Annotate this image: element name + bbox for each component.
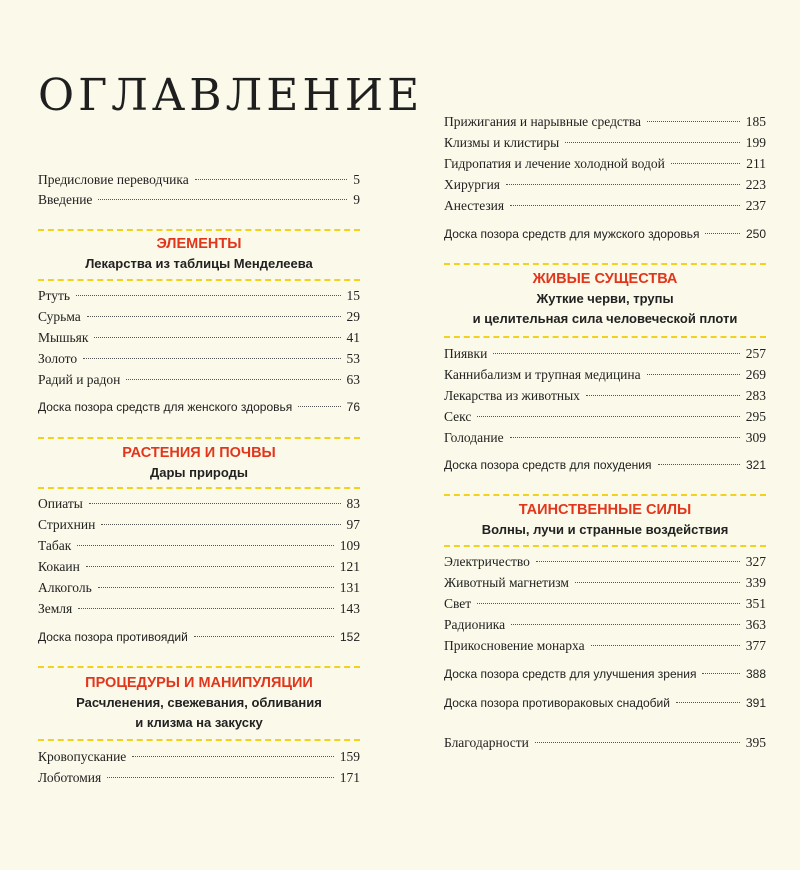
- entry-page: 53: [346, 351, 360, 366]
- leader-dots: [658, 464, 740, 465]
- toc-entry[interactable]: [444, 346, 766, 366]
- entry-label: Прижигания и нарывные средства: [444, 114, 642, 129]
- toc-entry[interactable]: [38, 601, 360, 621]
- section-subtitle: Дары природы: [150, 465, 248, 480]
- section-subtitle: Расчленения, свежевания, обливания: [76, 695, 322, 710]
- section-divider: [444, 336, 766, 338]
- page-title: ОГЛАВЛЕНИЕ: [38, 70, 424, 121]
- leader-dots: [101, 524, 340, 525]
- leader-dots: [76, 295, 340, 296]
- section-subtitle: Жуткие черви, трупы: [536, 291, 674, 306]
- leader-dots: [591, 645, 740, 646]
- leader-dots: [535, 742, 740, 743]
- entry-label: Золото: [38, 351, 78, 366]
- entry-label: Доска позора средств для мужского здоровья: [444, 227, 700, 241]
- entry-page: 15: [346, 288, 360, 303]
- leader-dots: [132, 756, 333, 757]
- section-divider: [444, 494, 766, 496]
- toc-entry[interactable]: [444, 430, 766, 450]
- leader-dots: [477, 603, 740, 604]
- entry-page: 121: [339, 559, 360, 574]
- toc-entry-shame[interactable]: [444, 696, 766, 716]
- entry-page: 327: [745, 554, 766, 569]
- toc-entry[interactable]: [444, 617, 766, 637]
- section-divider: [38, 487, 360, 489]
- entry-page: 339: [745, 575, 766, 590]
- entry-page: 309: [745, 430, 766, 445]
- leader-dots: [565, 142, 740, 143]
- toc-entry[interactable]: [444, 575, 766, 595]
- leader-dots: [510, 205, 740, 206]
- entry-page: 395: [745, 735, 766, 750]
- entry-label: Доска позора противоядий: [38, 630, 188, 644]
- entry-label: Табак: [38, 538, 72, 553]
- leader-dots: [586, 395, 740, 396]
- entry-label: Каннибализм и трупная медицина: [444, 367, 641, 382]
- entry-page: 199: [745, 135, 766, 150]
- entry-page: 29: [346, 309, 360, 324]
- section-header-forces: [444, 500, 766, 540]
- section-divider: [444, 263, 766, 265]
- toc-entry[interactable]: [444, 596, 766, 616]
- section-subtitle: Волны, лучи и странные воздействия: [481, 522, 729, 537]
- section-header-elements: [38, 234, 360, 274]
- leader-dots: [510, 437, 740, 438]
- entry-label: Прикосновение монарха: [444, 638, 585, 653]
- entry-page: 269: [745, 367, 766, 382]
- toc-entry[interactable]: [444, 388, 766, 408]
- toc-entry[interactable]: [444, 135, 766, 155]
- entry-page: 76: [346, 400, 360, 414]
- toc-entry[interactable]: [38, 309, 360, 329]
- entry-page: 223: [745, 177, 766, 192]
- entry-page: 321: [745, 458, 766, 472]
- entry-page: 257: [745, 346, 766, 361]
- toc-entry[interactable]: [444, 114, 766, 134]
- entry-label: Лоботомия: [38, 770, 102, 785]
- section-subtitle: и целительная сила человеческой плоти: [472, 311, 738, 326]
- leader-dots: [511, 624, 740, 625]
- leader-dots: [493, 353, 739, 354]
- entry-label: Секс: [444, 409, 472, 424]
- entry-label: Предисловие переводчика: [38, 172, 189, 187]
- toc-entry[interactable]: [444, 367, 766, 387]
- leader-dots: [647, 121, 740, 122]
- toc-entry[interactable]: [444, 554, 766, 574]
- entry-label: Радий и радон: [38, 372, 121, 387]
- leader-dots: [83, 358, 340, 359]
- toc-entry[interactable]: [38, 517, 360, 537]
- entry-page: 388: [745, 667, 766, 681]
- entry-page: 283: [745, 388, 766, 403]
- toc-entry[interactable]: [38, 559, 360, 579]
- entry-page: 143: [339, 601, 360, 616]
- section-heading: ЖИВЫЕ СУЩЕСТВА: [532, 271, 678, 287]
- leader-dots: [77, 545, 333, 546]
- entry-page: 391: [745, 696, 766, 710]
- entry-label: Доска позора противораковых снадобий: [444, 696, 670, 710]
- section-divider: [38, 279, 360, 281]
- section-header-plants: [38, 443, 360, 483]
- entry-label: Земля: [38, 601, 73, 616]
- leader-dots: [506, 184, 740, 185]
- toc-entry[interactable]: [444, 177, 766, 197]
- leader-dots: [98, 587, 334, 588]
- section-header-procedures: [38, 673, 360, 733]
- entry-label: Кровопускание: [38, 749, 127, 764]
- entry-label: Доска позора средств для похудения: [444, 458, 652, 472]
- entry-page: 185: [745, 114, 766, 129]
- entry-label: Мышьяк: [38, 330, 89, 345]
- toc-entry-shame[interactable]: [38, 630, 360, 650]
- entry-label: Стрихнин: [38, 517, 96, 532]
- toc-entry[interactable]: [38, 372, 360, 392]
- entry-label: Доска позора средств для женского здоровья: [38, 400, 293, 414]
- toc-entry[interactable]: [444, 156, 766, 176]
- entry-label: Анестезия: [444, 198, 505, 213]
- leader-dots: [705, 233, 740, 234]
- entry-page: 9: [353, 192, 360, 207]
- toc-entry-shame[interactable]: [444, 227, 766, 247]
- section-heading: ТАИНСТВЕННЫЕ СИЛЫ: [518, 502, 692, 518]
- entry-page: 152: [339, 630, 360, 644]
- entry-label: Опиаты: [38, 496, 83, 511]
- leader-dots: [86, 566, 334, 567]
- entry-label: Радионика: [444, 617, 506, 632]
- entry-label: Сурьма: [38, 309, 81, 324]
- entry-page: 211: [746, 156, 766, 171]
- section-divider: [38, 229, 360, 231]
- section-header-creatures: [444, 269, 766, 329]
- leader-dots: [107, 777, 334, 778]
- entry-label: Гидропатия и лечение холодной водой: [444, 156, 665, 171]
- entry-label: Электричество: [444, 554, 530, 569]
- entry-label: Лекарства из животных: [444, 388, 580, 403]
- entry-label: Пиявки: [444, 346, 488, 361]
- leader-dots: [89, 503, 341, 504]
- toc-entry[interactable]: [38, 330, 360, 350]
- entry-page: 171: [339, 770, 360, 785]
- leader-dots: [78, 608, 334, 609]
- entry-page: 41: [346, 330, 360, 345]
- entry-label: Введение: [38, 192, 93, 207]
- entry-page: 5: [353, 172, 360, 187]
- entry-label: Алкоголь: [38, 580, 92, 595]
- entry-page: 97: [346, 517, 360, 532]
- section-heading: ЭЛЕМЕНТЫ: [156, 236, 242, 252]
- leader-dots: [671, 163, 740, 164]
- entry-label: Благодарности: [444, 735, 529, 750]
- entry-page: 250: [745, 227, 766, 241]
- entry-page: 363: [745, 617, 766, 632]
- entry-label: Голодание: [444, 430, 504, 445]
- leader-dots: [676, 702, 740, 703]
- entry-page: 131: [339, 580, 360, 595]
- entry-page: 237: [745, 198, 766, 213]
- leader-dots: [702, 673, 739, 674]
- toc-entry-thanks[interactable]: [444, 735, 766, 755]
- toc-entry[interactable]: [38, 538, 360, 558]
- leader-dots: [194, 636, 334, 637]
- entry-page: 63: [346, 372, 360, 387]
- toc-entry[interactable]: [38, 172, 360, 192]
- entry-page: 109: [339, 538, 360, 553]
- leader-dots: [98, 199, 347, 200]
- entry-label: Кокаин: [38, 559, 80, 574]
- leader-dots: [126, 379, 340, 380]
- entry-page: 351: [745, 596, 766, 611]
- entry-label: Животный магнетизм: [444, 575, 569, 590]
- toc-entry-shame[interactable]: [38, 400, 360, 420]
- entry-page: 159: [339, 749, 360, 764]
- toc-entry[interactable]: [444, 198, 766, 218]
- toc-entry[interactable]: [444, 638, 766, 658]
- entry-label: Доска позора средств для улучшения зрения: [444, 667, 697, 681]
- leader-dots: [195, 179, 348, 180]
- toc-entry[interactable]: [38, 749, 360, 769]
- entry-page: 377: [745, 638, 766, 653]
- entry-label: Клизмы и клистиры: [444, 135, 560, 150]
- toc-entry[interactable]: [38, 288, 360, 308]
- toc-entry-shame[interactable]: [444, 458, 766, 478]
- leader-dots: [647, 374, 740, 375]
- entry-page: 83: [346, 496, 360, 511]
- section-divider: [38, 666, 360, 668]
- section-subtitle: Лекарства из таблицы Менделеева: [85, 256, 313, 271]
- entry-label: Свет: [444, 596, 472, 611]
- toc-entry[interactable]: [38, 496, 360, 516]
- leader-dots: [298, 406, 340, 407]
- section-divider: [38, 437, 360, 439]
- entry-label: Ртуть: [38, 288, 71, 303]
- toc-entry[interactable]: [444, 409, 766, 429]
- section-divider: [38, 739, 360, 741]
- leader-dots: [536, 561, 740, 562]
- toc-entry[interactable]: [38, 580, 360, 600]
- section-heading: ПРОЦЕДУРЫ И МАНИПУЛЯЦИИ: [85, 675, 313, 691]
- toc-entry[interactable]: [38, 192, 360, 212]
- leader-dots: [87, 316, 341, 317]
- section-subtitle: и клизма на закуску: [135, 715, 263, 730]
- section-heading: РАСТЕНИЯ И ПОЧВЫ: [122, 445, 276, 461]
- toc-entry[interactable]: [38, 770, 360, 790]
- toc-entry-shame[interactable]: [444, 667, 766, 687]
- entry-page: 295: [745, 409, 766, 424]
- section-divider: [444, 545, 766, 547]
- leader-dots: [477, 416, 739, 417]
- toc-entry[interactable]: [38, 351, 360, 371]
- leader-dots: [575, 582, 740, 583]
- entry-label: Хирургия: [444, 177, 501, 192]
- leader-dots: [94, 337, 340, 338]
